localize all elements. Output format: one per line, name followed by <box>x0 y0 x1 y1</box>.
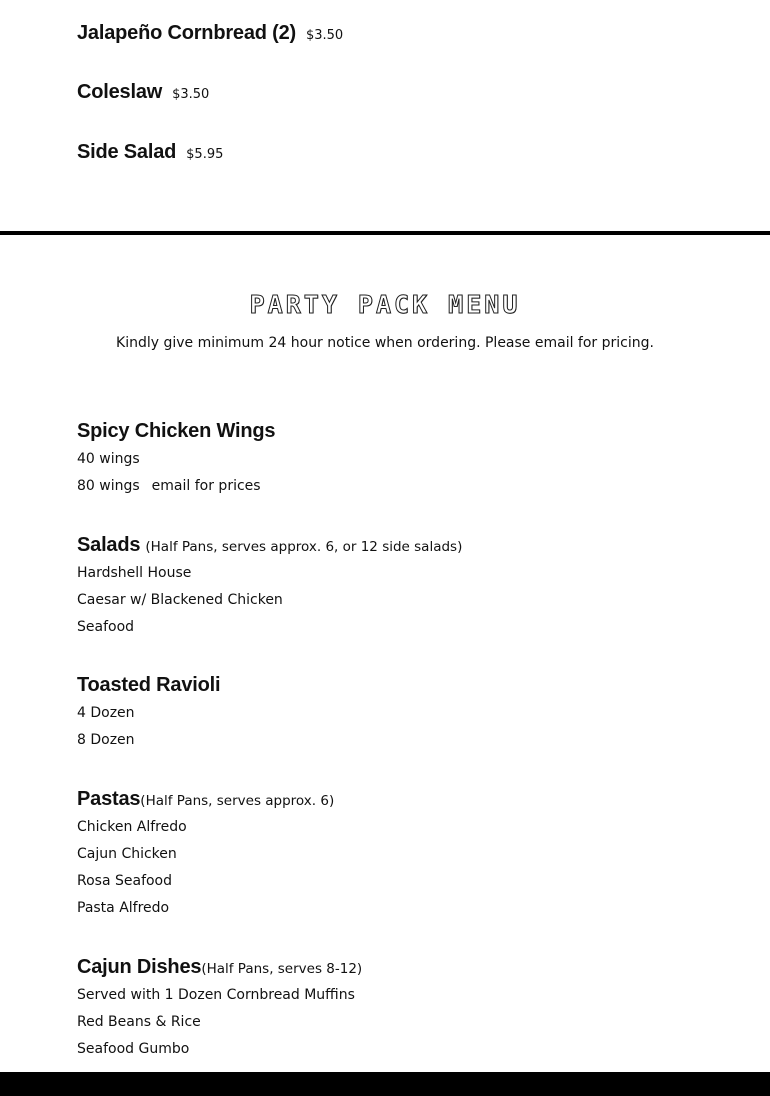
list-item-text: Hardshell House <box>77 565 192 581</box>
list-item <box>77 895 717 922</box>
list-item <box>77 446 717 473</box>
list-item-text: Cajun Chicken <box>77 846 177 862</box>
section-subtitle: (Half Pans, serves approx. 6) <box>140 793 335 809</box>
side-item-name: Jalapeño Cornbread (2) <box>77 22 296 44</box>
menu-section-pastas <box>77 784 717 922</box>
side-item <box>77 141 223 164</box>
list-item <box>77 473 717 500</box>
list-item <box>77 1009 717 1036</box>
list-item-note: email for prices <box>151 478 261 494</box>
list-item-text: 80 wings <box>77 478 140 494</box>
list-item-text: Rosa Seafood <box>77 873 173 889</box>
list-item-text: 4 Dozen <box>77 705 135 721</box>
section-title: Toasted Ravioli <box>77 674 221 696</box>
section-subtitle: (Half Pans, serves approx. 6, or 12 side salads) <box>145 539 463 555</box>
party-pack-note: Kindly give minimum 24 hour notice when ordering. Please email for pricing. <box>116 335 654 351</box>
side-item-price: $3.50 <box>305 28 344 43</box>
section-title: Spicy Chicken Wings <box>77 420 276 442</box>
side-item-name: Coleslaw <box>77 81 163 103</box>
menu-section-salads <box>77 530 717 641</box>
menu-section-wings <box>77 416 717 500</box>
section-title: Cajun Dishes <box>77 956 202 978</box>
list-item-text: Chicken Alfredo <box>77 819 187 835</box>
list-item <box>77 1036 717 1063</box>
section-title: Salads <box>77 534 141 556</box>
list-item-text: Pasta Alfredo <box>77 900 170 916</box>
list-item <box>77 587 717 614</box>
list-item-text: 8 Dozen <box>77 732 135 748</box>
list-item-text: 40 wings <box>77 451 140 467</box>
list-item <box>77 982 717 1009</box>
section-divider <box>0 231 770 235</box>
party-pack-title: PARTY PACK MENU <box>249 290 521 319</box>
side-item-name: Side Salad <box>77 141 177 163</box>
side-item <box>77 81 209 104</box>
menu-section-cajun <box>77 952 717 1063</box>
section-title: Pastas <box>77 788 141 810</box>
footer-bar <box>0 1072 770 1096</box>
list-item-text: Caesar w/ Blackened Chicken <box>77 592 283 608</box>
list-item <box>77 841 717 868</box>
side-item <box>77 22 343 45</box>
list-item <box>77 868 717 895</box>
menu-section-ravioli <box>77 670 717 754</box>
list-item <box>77 700 717 727</box>
section-subtitle: (Half Pans, serves 8-12) <box>201 961 363 977</box>
list-item <box>77 814 717 841</box>
side-item-price: $5.95 <box>186 147 224 162</box>
side-item-price: $3.50 <box>172 87 210 102</box>
list-item <box>77 560 717 587</box>
list-item-text: Seafood <box>77 619 135 635</box>
list-item-text: Red Beans & Rice <box>77 1014 201 1030</box>
list-item-text: Served with 1 Dozen Cornbread Muffins <box>77 987 355 1003</box>
list-item-text: Seafood Gumbo <box>77 1041 190 1057</box>
list-item <box>77 727 717 754</box>
list-item <box>77 614 717 641</box>
